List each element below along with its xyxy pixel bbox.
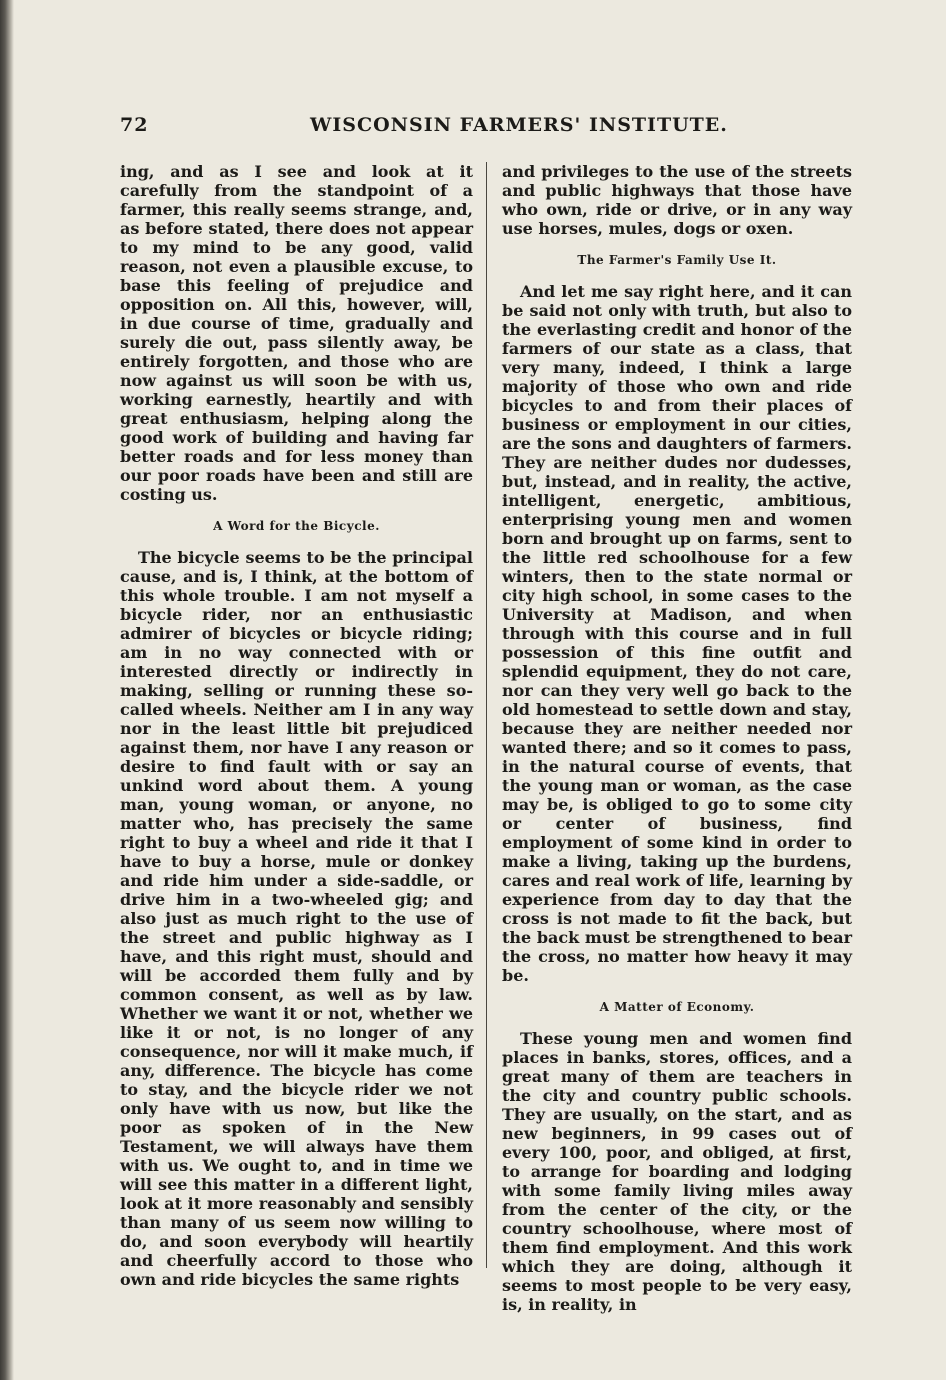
section-heading-farmers-family: The Farmer's Family Use It.	[577, 253, 777, 267]
right-paragraph-1: and privileges to the use of the streets and public highways that those have who own, ride or drive, or in any way use horses, mules, dogs or oxen.	[502, 162, 852, 238]
left-paragraph-1: ing, and as I see and look at it carefully from the standpoint of a farmer, this really seems strange, and, as before stated, there does not appear to my mind to be any good, valid reason, not even a plausible excuse, to base this feeling of prejudice and opposition on. All this, however, will, in due course of time, gradually and surely die out, pass silently away, be entirely forgotten, and those who are now against us will soon be with us, working earnestly, heartily and with great enthusiasm, helping along the good work of building and having far better roads and for less money than our poor roads have been and still are costing us.	[120, 162, 473, 504]
section-heading-economy: A Matter of Economy.	[599, 1000, 755, 1014]
right-paragraph-3: These young men and women find places in banks, stores, offices, and a great many of them are teachers in the city and country public schools. They are usually, on the start, and as new beginners, in 99 cases out of every 100, poor, and obliged, at first, to arrange for boarding and lodging with some family living miles away from the center of the city, or the country schoolhouse, where most of them find employment. And this work which they are doing, although it seems to most people to be very easy, is, in reality, in	[502, 1029, 852, 1314]
page-binding-edge	[0, 0, 14, 1380]
column-divider	[486, 162, 487, 1268]
right-paragraph-2: And let me say right here, and it can be said not only with truth, but also to the everlasting credit and honor of the farmers of our state as a class, that very many, indeed, I think a large majority of those who own and ride bicycles to and from their places of business or employment in our cities, are the sons and daughters of farmers. They are neither dudes nor dudesses, but, instead, and in reality, the active, intelligent, energetic, ambitious, enterprising young men and women born and brought up on farms, sent to the little red schoolhouse for a few winters, then to the state normal or city high school, in some cases to the University at Madison, and when through with this course and in full possession of this fine outfit and splendid equipment, they do not care, nor can they very well go back to the old homestead to settle down and stay, because they are neither needed nor wanted there; and so it comes to pass, in the natural course of events, that the young man or woman, as the case may be, is obliged to go to some city or center of business, find employment of some kind in order to make a living, taking up the burdens, cares and real work of life, learning by experience from day to day that the cross is not made to fit the back, but the back must be strengthened to bear the cross, no matter how heavy it may be.	[502, 282, 852, 985]
running-header-title: WISCONSIN FARMERS' INSTITUTE.	[310, 114, 728, 136]
page-number: 72	[120, 114, 149, 136]
left-column	[120, 162, 473, 1289]
right-column	[502, 162, 852, 1314]
left-paragraph-2: The bicycle seems to be the principal cause, and is, I think, at the bottom of this whole trouble. I am not myself a bicycle rider, nor an enthusiastic admirer of bicycles or bicycle riding; am in no way connected with or interested directly or indirectly in making, selling or running these so-called wheels. Neither am I in any way nor in the least little bit prejudiced against them, nor have I any reason or desire to find fault with or say an unkind word about them. A young man, young woman, or anyone, no matter who, has precisely the same right to buy a wheel and ride it that I have to buy a horse, mule or donkey and ride him under a side-saddle, or drive him in a two-wheeled gig; and also just as much right to the use of the street and public highway as I have, and this right must, should and will be accorded them fully and by common consent, as well as by law. Whether we want it or not, whether we like it or not, is no longer of any consequence, nor will it make much, if any, difference. The bicycle has come to stay, and the bicycle rider we not only have with us now, but like the poor as spoken of in the New Testament, we will always have them with us. We ought to, and in time we will see this matter in a different light, look at it more reasonably and sensibly than many of us seem now willing to do, and soon everybody will heartily and cheerfully accord to those who own and ride bicycles the same rights	[120, 548, 473, 1289]
section-heading-bicycle: A Word for the Bicycle.	[213, 519, 380, 533]
